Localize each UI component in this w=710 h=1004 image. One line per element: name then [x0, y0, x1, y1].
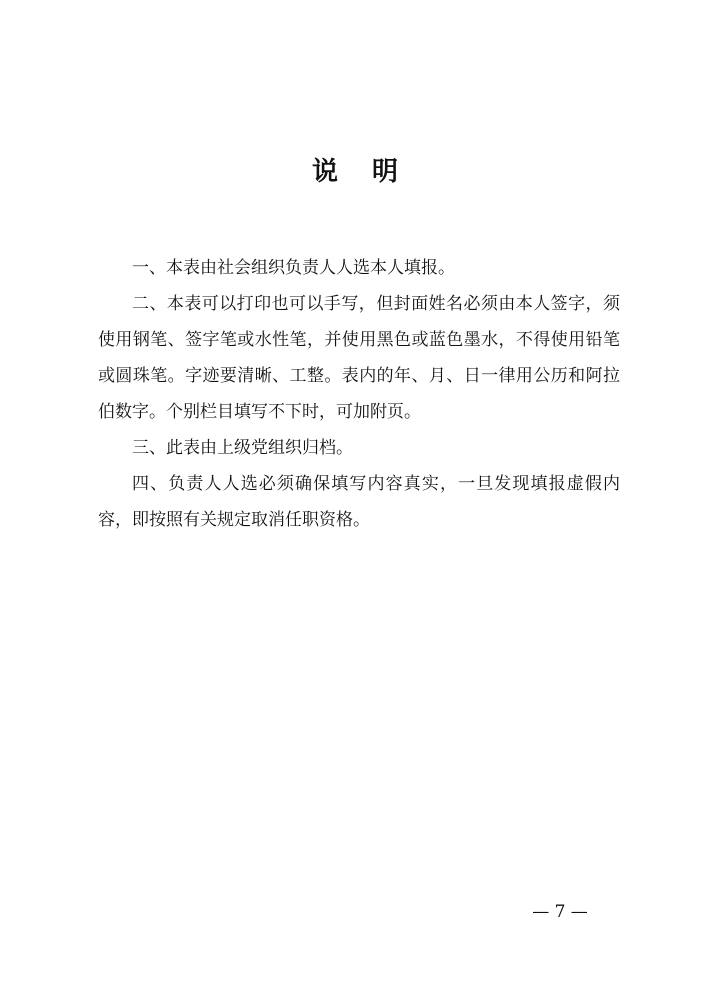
instruction-paragraph-3: 三、此表由上级党组织归档。: [132, 438, 353, 458]
page-number: — 7 —: [532, 902, 588, 922]
instruction-paragraph-4: 四、负责人人选必须确保填写内容真实，一旦发现填报虚假内容，即按照有关规定取消任职资格。: [98, 474, 620, 530]
page-title: 说明: [311, 157, 432, 187]
instruction-paragraph-2: 二、本表可以打印也可以手写，但封面姓名必须由本人签字，须使用钢笔、签字笔或水性笔，并使用黑色或蓝色墨水，不得使用铅笔或圆珠笔。字迹要清晰、工整。表内的年、月、日一律用公历和阿拉伯数字。个别栏目填写不下时，可加附页。: [98, 294, 620, 422]
instruction-paragraph-1: 一、本表由社会组织负责人人选本人填报。: [132, 258, 455, 278]
instructions-body: [98, 250, 620, 538]
